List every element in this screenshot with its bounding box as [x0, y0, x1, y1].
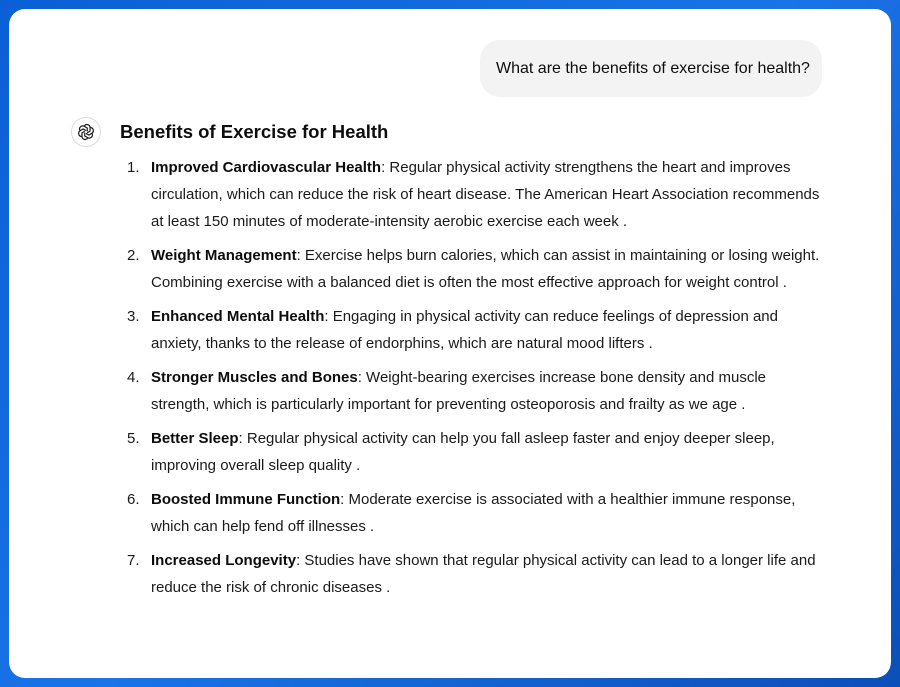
item-text: : Exercise helps burn calories, which can assist in maintaining or losing weight. Combining exercise with a balanced diet is often the most effective approach for weight control .	[151, 247, 820, 291]
list-item	[120, 303, 820, 357]
item-text: : Regular physical activity strengthens the heart and improves circulation, which can reduce the risk of heart disease. The American Heart Association recommends at least 150 minutes of moderate-intensity aerobic exercise each week .	[151, 159, 820, 230]
item-text: : Moderate exercise is associated with a healthier immune response, which can help fend off illnesses .	[151, 491, 796, 535]
item-text: : Weight-bearing exercises increase bone density and muscle strength, which is particularly important for preventing osteoporosis and frailty as we age .	[151, 369, 766, 413]
item-number: 1.	[127, 159, 140, 176]
list-item	[120, 364, 820, 418]
item-number: 2.	[127, 247, 140, 264]
benefits-list	[120, 154, 820, 601]
item-text: : Engaging in physical activity can reduce feelings of depression and anxiety, thanks to the release of endorphins, which are natural mood lifters .	[151, 308, 778, 352]
response-title: Benefits of Exercise for Health	[120, 121, 389, 142]
item-number: 5.	[127, 430, 140, 447]
list-item	[120, 486, 820, 540]
user-message-bubble	[480, 40, 822, 97]
list-item	[120, 154, 820, 235]
assistant-response	[120, 119, 820, 608]
item-term: Weight Management	[151, 247, 297, 264]
item-term: Better Sleep	[151, 430, 239, 447]
list-item	[120, 242, 820, 296]
user-message-text: What are the benefits of exercise for health?	[496, 59, 810, 77]
item-term: Boosted Immune Function	[151, 491, 341, 508]
item-text: : Regular physical activity can help you fall asleep faster and enjoy deeper sleep, improving overall sleep quality .	[151, 430, 775, 474]
openai-logo-icon	[77, 123, 95, 141]
assistant-avatar	[71, 117, 101, 147]
item-term: Improved Cardiovascular Health	[151, 159, 382, 176]
item-term: Increased Longevity	[151, 552, 297, 569]
list-item	[120, 425, 820, 479]
item-text: : Studies have shown that regular physical activity can lead to a longer life and reduce the risk of chronic diseases .	[151, 552, 816, 596]
item-term: Enhanced Mental Health	[151, 308, 325, 325]
item-number: 4.	[127, 369, 140, 386]
chat-window	[9, 9, 891, 678]
list-item	[120, 547, 820, 601]
item-number: 7.	[127, 552, 140, 569]
item-number: 6.	[127, 491, 140, 508]
item-number: 3.	[127, 308, 140, 325]
item-term: Stronger Muscles and Bones	[151, 369, 358, 386]
